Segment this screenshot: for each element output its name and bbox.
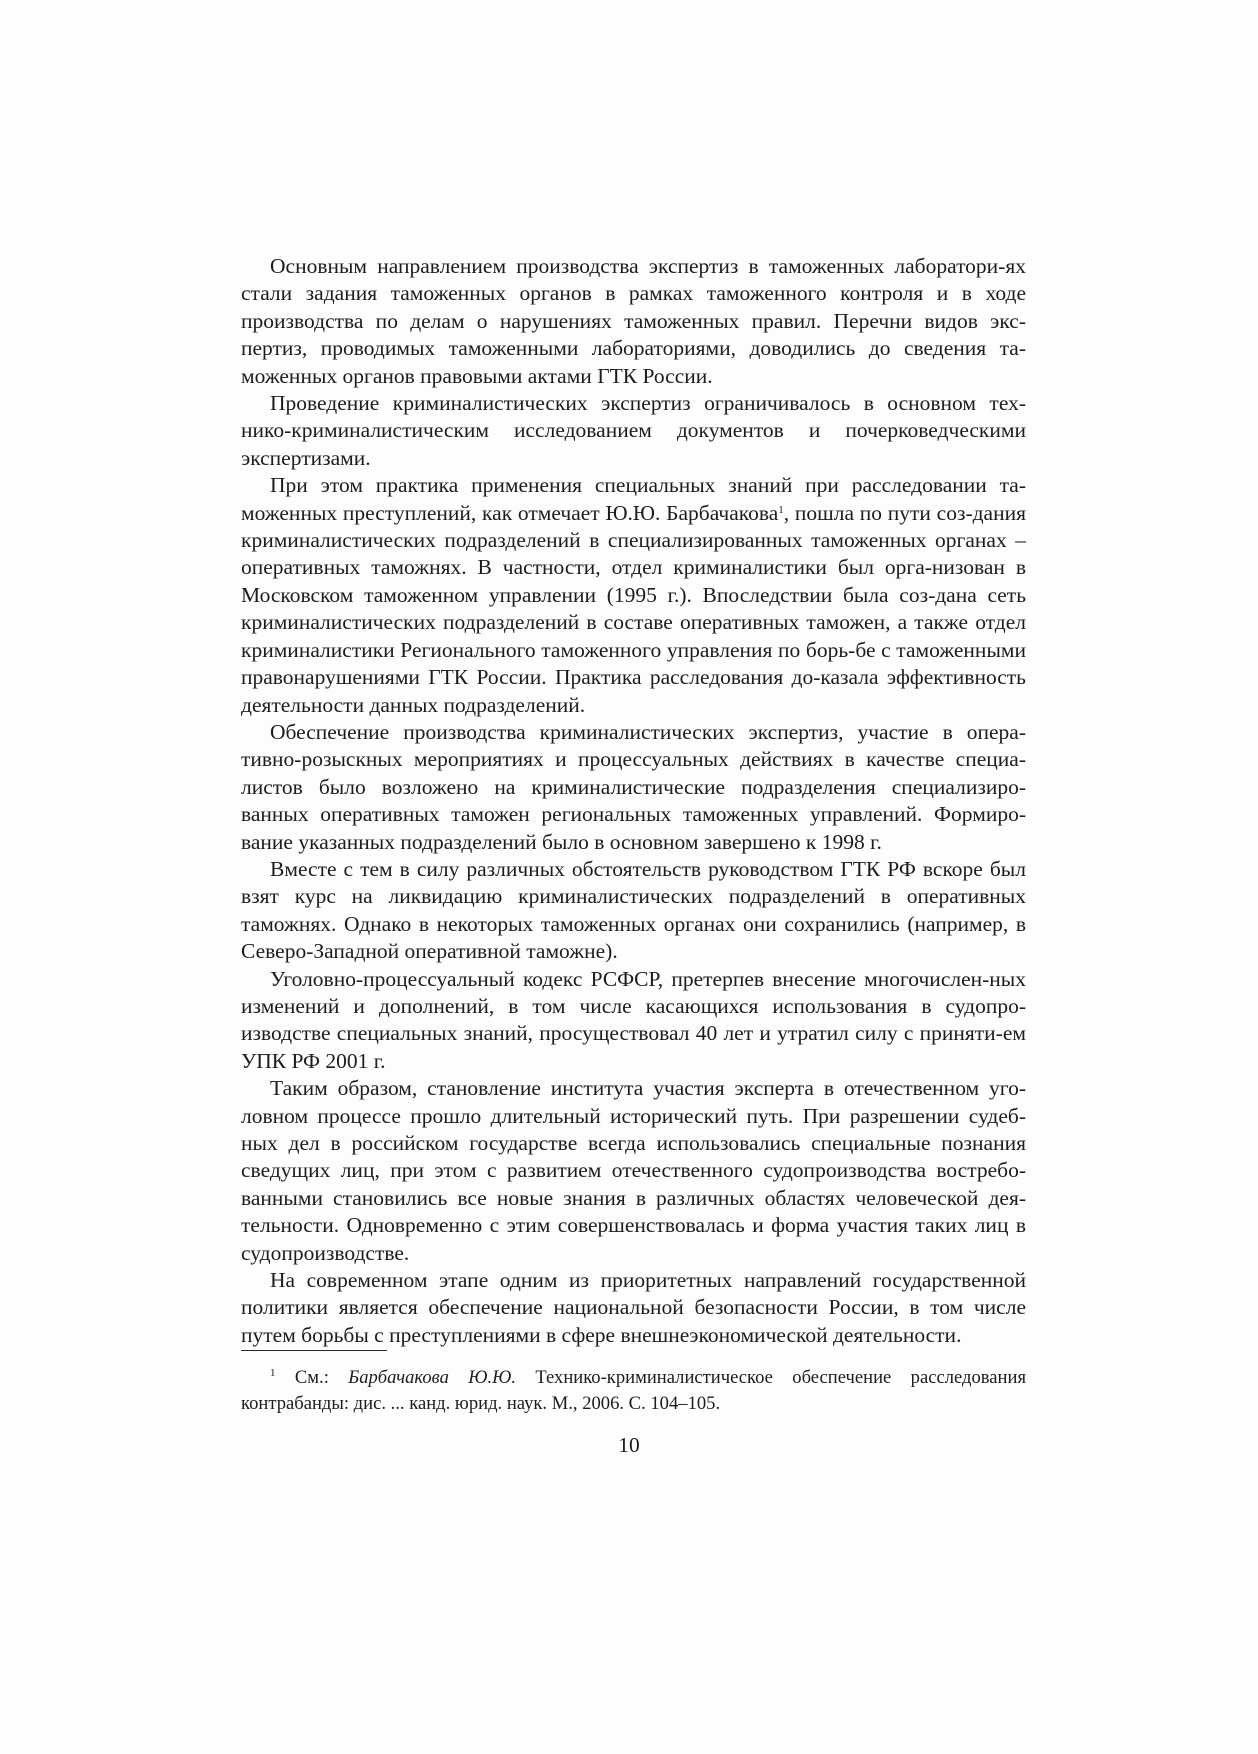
paragraph: Таким образом, становление института участия эксперта в отечественном уго-ловном процессе прошло длительный исторический путь. При разрешении судеб-ных дел в российском государстве всегда использовались специальные познания сведущих лиц, при этом с развитием отечественного судопроизводства востребо-ванными становились все новые знания в различных областях человеческой дея-тельности. Одновременно с этим совершенствовалась и форма участия таких лиц в судопроизводстве. <box>241 1076 1026 1265</box>
paragraph: На современном этапе одним из приоритетных направлений государственной политики является обеспечение национальной безопасности России, в том числе путем борьбы с преступлениями в сфере внешнеэкономической деятельности. <box>241 1268 1026 1347</box>
footnote-reference: 1 <box>778 503 784 516</box>
paragraph: Обеспечение производства криминалистических экспертиз, участие в опера-тивно-розыскных мероприятиях и процессуальных действиях в качестве специа-листов было возложено на криминалистические подразделения специализиро-ванных оперативных таможен региональных таможенных управлений. Формиро-вание указанных подразделений было в основном завершено к 1998 г. <box>241 719 1026 854</box>
paragraph: Проведение криминалистических экспертиз ограничивалось в основном тех-нико-криминалистическим исследованием документов и почерковедческими экспертизами. <box>241 391 1026 470</box>
footnote-author: Барбачакова Ю.Ю. <box>348 1367 516 1388</box>
footnote-text: Технико-криминалистическое обеспечение расследования контрабанды: дис. ... канд. юрид. наук. М., 2006. С. 104–105. <box>241 1367 1026 1414</box>
paragraph: Вместе с тем в силу различных обстоятельств руководством ГТК РФ вскоре был взят курс на ликвидацию криминалистических подразделений в оперативных таможнях. Однако в некоторых таможенных органах они сохранились (например, в Северо-Западной оперативной таможне). <box>241 856 1026 964</box>
footnote <box>241 1365 1026 1417</box>
paragraph: Основным направлением производства экспертиз в таможенных лаборатори-ях стали задания таможенных органов в рамках таможенного контроля и в ходе производства по делам о нарушениях таможенных правил. Перечни видов экс-пертиз, проводимых таможенными лабораториями, доводились до сведения та-моженных органов правовыми актами ГТК России. <box>241 254 1026 388</box>
page-number: 10 <box>618 1433 640 1457</box>
footnote-divider <box>241 1350 387 1351</box>
footnote-marker: 1 <box>270 1367 276 1379</box>
body-text <box>241 253 1026 1349</box>
footnote-prefix: См.: <box>275 1367 349 1388</box>
paragraph-text: , пошла по пути соз-дания криминалистических подразделений в специализированных таможенных органах – оперативных таможнях. В частности, отдел криминалистики был орга-низован в Московском таможенном управлении (1995 г.). Впоследствии была соз-дана сеть криминалистических подразделений в составе оперативных таможен, а также отдел криминалистики Регионального таможенного управления по борь-бе с таможенными правонарушениями ГТК России. Практика расследования до-казала эффективность деятельности данных подразделений. <box>241 500 1026 717</box>
paragraph-with-footnote <box>241 472 1026 719</box>
paragraph: Уголовно-процессуальный кодекс РСФСР, претерпев внесение многочислен-ных изменений и дополнений, в том числе касающихся использования в судопро-изводстве специальных знаний, просуществовал 40 лет и утратил силу с приняти-ем УПК РФ 2001 г. <box>241 966 1026 1073</box>
paragraph-text: При этом практика применения специальных знаний при расследовании та-моженных преступлений, как отмечает Ю.Ю. Барбачакова <box>241 473 1026 525</box>
